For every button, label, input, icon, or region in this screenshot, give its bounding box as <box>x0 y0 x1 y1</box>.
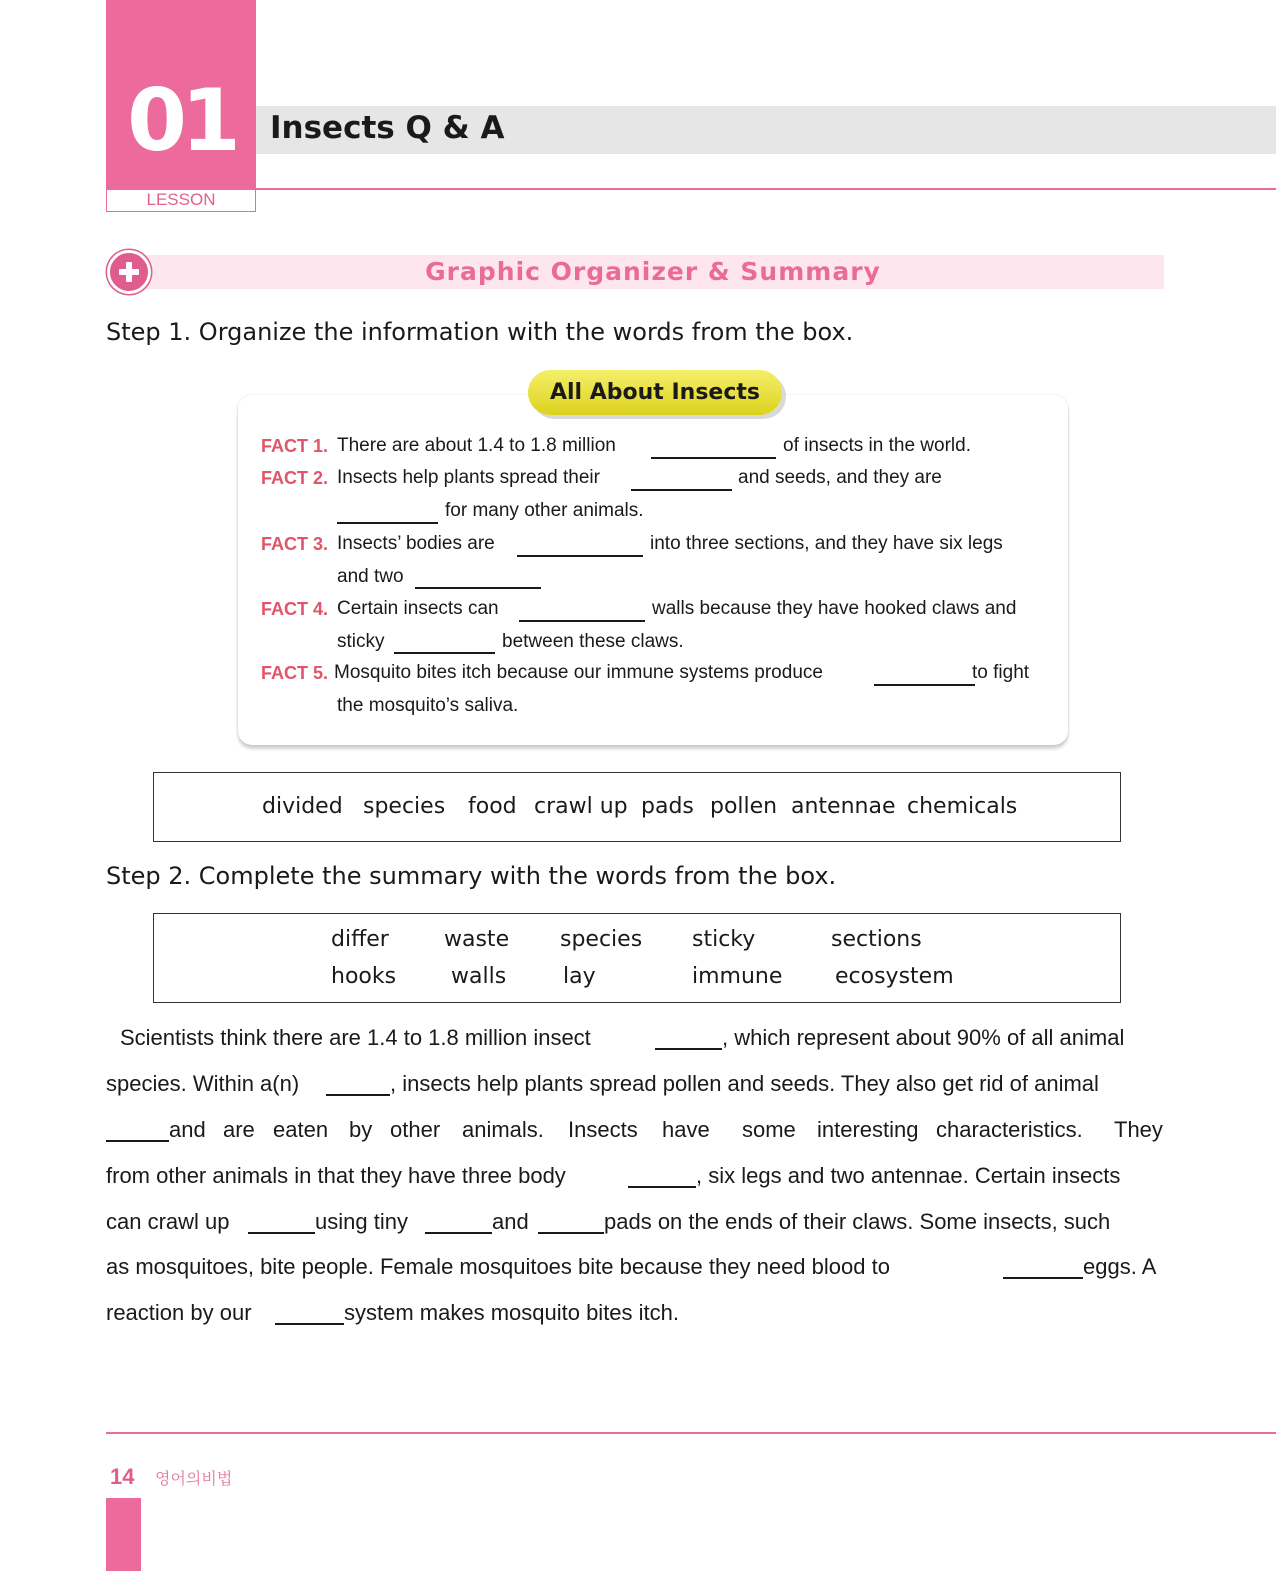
summary-text: as mosquitoes, bite people. Female mosquitoes bite because they need blood to <box>106 1254 890 1279</box>
summary-text: by <box>349 1117 373 1142</box>
answer-blank[interactable] <box>631 489 732 491</box>
fact-text: into three sections, and they have six legs <box>650 533 1003 554</box>
word-bank-item: pads <box>641 794 694 819</box>
step2-instruction: Step 2. Complete the summary with the words from the box. <box>106 862 837 890</box>
summary-text: , which represent about 90% of all animal <box>722 1025 1125 1050</box>
fact-text: walls because they have hooked claws and <box>652 598 1017 619</box>
fact-label: FACT 2. <box>261 468 329 488</box>
summary-text: and <box>169 1117 206 1142</box>
summary-text: Scientists think there are 1.4 to 1.8 million insect <box>120 1025 591 1050</box>
fact-text: Certain insects can <box>337 598 499 619</box>
answer-blank[interactable] <box>517 555 643 557</box>
summary-text: can crawl up <box>106 1209 230 1234</box>
summary-text: and <box>492 1209 529 1234</box>
footer-tab <box>106 1498 141 1571</box>
word-bank-item: species <box>560 927 643 952</box>
summary-text: using tiny <box>315 1209 408 1234</box>
summary-text: eaten <box>273 1117 329 1142</box>
book-title: 영어의비법 <box>155 1471 233 1488</box>
word-bank-item: hooks <box>331 964 397 989</box>
fact-label: FACT 4. <box>261 599 329 619</box>
summary-text: some <box>742 1117 796 1142</box>
summary-text: , six legs and two antennae. Certain insects <box>696 1163 1121 1188</box>
fact-text: to fight <box>972 662 1030 683</box>
fact-text: and two <box>337 566 404 587</box>
lesson-label: LESSON <box>106 189 256 212</box>
section-title: Graphic Organizer & Summary <box>425 257 881 286</box>
word-bank-item: crawl up <box>534 794 628 819</box>
fact-text: of insects in the world. <box>783 435 971 456</box>
answer-blank[interactable] <box>628 1186 696 1188</box>
fact-text: Mosquito bites itch because our immune systems produce <box>334 662 823 683</box>
fact-text: the mosquito’s saliva. <box>337 695 519 716</box>
fact-text: Insects help plants spread their <box>337 467 600 488</box>
word-bank-item: species <box>363 794 446 819</box>
answer-blank[interactable] <box>1003 1277 1083 1279</box>
fact-text: between these claws. <box>502 631 684 652</box>
lesson-number: 01 <box>127 71 235 171</box>
word-bank-item: ecosystem <box>835 964 954 989</box>
word-bank-item: differ <box>331 927 389 952</box>
summary-text: interesting <box>817 1117 919 1142</box>
fact-text: sticky <box>337 631 385 652</box>
word-bank-item: immune <box>692 964 783 989</box>
summary-text: pads on the ends of their claws. Some insects, such <box>604 1209 1111 1234</box>
step1-instruction: Step 1. Organize the information with the words from the box. <box>106 318 854 346</box>
footer-divider <box>106 1432 1276 1434</box>
word-bank-item: walls <box>451 964 507 989</box>
fact-label: FACT 5. <box>261 663 329 683</box>
fact-text: and seeds, and they are <box>738 467 942 488</box>
summary-text: characteristics. <box>936 1117 1083 1142</box>
summary-text: eggs. A <box>1083 1254 1157 1279</box>
word-bank-item: divided <box>262 794 343 819</box>
fact-label: FACT 3. <box>261 534 329 554</box>
summary-text: other <box>390 1117 441 1142</box>
answer-blank[interactable] <box>415 587 541 589</box>
answer-blank[interactable] <box>519 620 645 622</box>
lesson-badge <box>106 0 256 212</box>
word-bank-item: lay <box>563 964 596 989</box>
word-bank-item: pollen <box>710 794 778 819</box>
summary-text: reaction by our <box>106 1300 252 1325</box>
answer-blank[interactable] <box>394 652 495 654</box>
title-divider <box>256 188 1276 190</box>
word-bank-item: waste <box>444 927 510 952</box>
fact-text: There are about 1.4 to 1.8 million <box>337 435 616 456</box>
answer-blank[interactable] <box>874 684 975 686</box>
page-number: 14 <box>110 1464 135 1489</box>
summary-text: are <box>223 1117 255 1142</box>
answer-blank[interactable] <box>425 1232 492 1234</box>
summary-text: from other animals in that they have three body <box>106 1163 566 1188</box>
word-bank-item: sections <box>831 927 922 952</box>
word-bank-item: food <box>468 794 517 819</box>
summary-text: Insects <box>568 1117 638 1142</box>
summary-text: system makes mosquito bites itch. <box>344 1300 680 1325</box>
answer-blank[interactable] <box>326 1094 390 1096</box>
answer-blank[interactable] <box>655 1048 722 1050</box>
word-bank-item: antennae <box>791 794 896 819</box>
summary-text: , insects help plants spread pollen and seeds. They also get rid of animal <box>390 1071 1099 1096</box>
fact-text: Insects’ bodies are <box>337 533 495 554</box>
fact-label: FACT 1. <box>261 436 329 456</box>
word-bank-item: chemicals <box>907 794 1018 819</box>
answer-blank[interactable] <box>275 1323 344 1325</box>
answer-blank[interactable] <box>337 522 438 524</box>
summary-text: animals. <box>462 1117 544 1142</box>
answer-blank[interactable] <box>106 1140 169 1142</box>
page-title: Insects Q & A <box>270 110 505 146</box>
word-bank-item: sticky <box>692 927 756 952</box>
answer-blank[interactable] <box>248 1232 315 1234</box>
answer-blank[interactable] <box>538 1232 604 1234</box>
fact-text: for many other animals. <box>445 500 644 521</box>
answer-blank[interactable] <box>651 457 776 459</box>
summary-text: They <box>1114 1117 1163 1142</box>
organizer-heading: All About Insects <box>528 370 782 415</box>
summary-text: have <box>662 1117 710 1142</box>
summary-text: species. Within a(n) <box>106 1071 300 1096</box>
